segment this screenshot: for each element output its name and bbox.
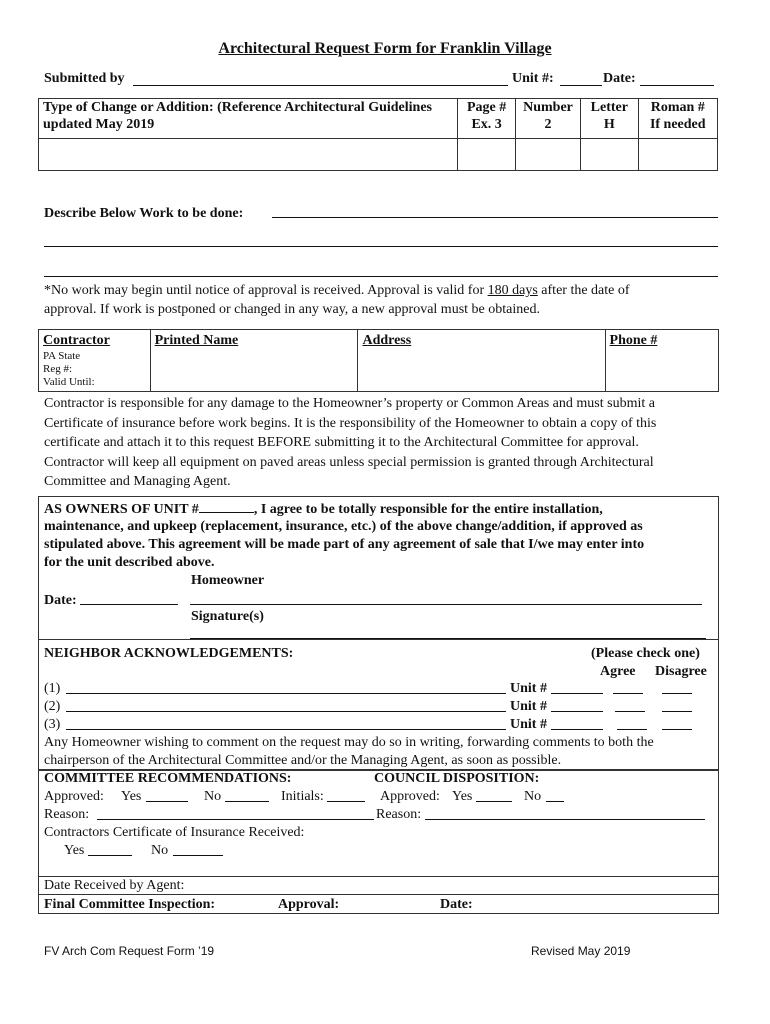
please-check-one: (Please check one) xyxy=(591,646,700,661)
approval-note-line-2: approval. If work is postponed or changed in any way, a new approval must be obtained. xyxy=(44,302,540,317)
contractor-text-line: certificate and attach it to this request BEFORE submitting it to the Architectural Committee for approval. xyxy=(44,435,639,450)
pa-state-label: PA State xyxy=(43,350,81,362)
committee-no-label: No xyxy=(204,789,222,804)
number-col-example: 2 xyxy=(544,117,552,132)
describe-work-line-1[interactable] xyxy=(272,217,718,218)
council-approved-label: Approved: xyxy=(380,789,440,804)
submitted-by-field[interactable] xyxy=(133,85,508,86)
unit-field[interactable] xyxy=(560,85,602,86)
page-col-header xyxy=(458,99,515,139)
neighbor-row-3-disagree[interactable] xyxy=(662,729,692,730)
neighbor-row-2-unit: Unit # xyxy=(510,699,547,714)
roman-input[interactable] xyxy=(638,139,718,171)
committee-title: COMMITTEE RECOMMENDATIONS: xyxy=(44,771,292,786)
contractor-text-line: Contractor will keep all equipment on paved areas unless special permission is granted through Architectural xyxy=(44,454,654,470)
change-type-table xyxy=(38,98,718,171)
neighbor-row-2-agree[interactable] xyxy=(615,711,645,712)
printed-name-header: Printed Name xyxy=(154,333,239,348)
homeowner-signature-field[interactable] xyxy=(190,604,702,605)
contractor-responsibility-text xyxy=(44,394,656,492)
page-col-title: Page # xyxy=(467,100,507,115)
neighbor-row-2-num: (2) xyxy=(44,699,61,714)
page-title: Architectural Request Form for Franklin Village xyxy=(218,40,552,57)
letter-col-example: H xyxy=(603,117,615,132)
owners-line-2: maintenance, and upkeep (replacement, insurance, etc.) of the above change/addition, if approved as xyxy=(44,519,643,534)
council-no-field[interactable] xyxy=(546,801,564,802)
neighbor-comment-line-2: chairperson of the Architectural Committee and/or the Managing Agent, as soon as possible. xyxy=(44,753,562,768)
committee-reason-label: Reason: xyxy=(44,807,90,822)
agree-header: Agree xyxy=(600,664,636,679)
neighbor-row-3-unit-field[interactable] xyxy=(551,729,603,730)
approval-note-line-1 xyxy=(44,282,630,300)
contractor-header: Contractor xyxy=(43,333,110,348)
type-of-change-input[interactable] xyxy=(39,139,458,171)
date-received-label: Date Received by Agent: xyxy=(44,878,185,893)
committee-initials-label: Initials: xyxy=(281,789,324,804)
reg-label: Reg #: xyxy=(43,363,73,375)
council-reason-field[interactable] xyxy=(425,819,705,820)
council-yes-label: Yes xyxy=(452,789,473,804)
homeowner-label: Homeowner xyxy=(191,573,265,588)
letter-col-header xyxy=(581,99,638,139)
roman-col-title: Roman # xyxy=(650,100,705,115)
contractor-text-line: Certificate of insurance before work begins. It is the responsibility of the Homeowner to obtain a copy of this xyxy=(44,415,657,431)
neighbor-title: NEIGHBOR ACKNOWLEDGEMENTS: xyxy=(44,646,294,661)
phone-header: Phone # xyxy=(609,333,658,348)
neighbor-comment-line-1: Any Homeowner wishing to comment on the request may do so in writing, forwarding comments to both the xyxy=(44,735,654,750)
final-inspection-label: Final Committee Inspection: xyxy=(44,897,216,912)
owners-line-3: stipulated above. This agreement will be made part of any agreement of sale that I/we may enter into xyxy=(44,537,645,552)
number-col-title: Number xyxy=(523,100,573,115)
neighbor-row-3-name[interactable] xyxy=(66,729,506,730)
owners-date-label: Date: xyxy=(44,593,77,608)
owners-line-1 xyxy=(44,500,603,519)
roman-col-example: If needed xyxy=(649,117,706,132)
neighbor-row-2-disagree[interactable] xyxy=(662,711,692,712)
insurance-no-label: No xyxy=(151,843,169,858)
address-header: Address xyxy=(362,333,412,348)
describe-work-label: Describe Below Work to be done: xyxy=(44,206,244,221)
submitted-by-label: Submitted by xyxy=(44,71,125,86)
phone-cell[interactable] xyxy=(605,330,718,392)
letter-input[interactable] xyxy=(581,139,638,171)
council-reason-label: Reason: xyxy=(376,807,422,822)
insurance-yes-label: Yes xyxy=(64,843,85,858)
council-title: COUNCIL DISPOSITION: xyxy=(374,771,540,786)
owners-line-1-tail: , I agree to be totally responsible for the entire installation, xyxy=(253,502,603,517)
committee-reason-field[interactable] xyxy=(97,819,374,820)
committee-yes-label: Yes xyxy=(121,789,142,804)
owners-line-4: for the unit described above. xyxy=(44,555,215,570)
committee-initials-field[interactable] xyxy=(327,801,365,802)
final-date-label: Date: xyxy=(440,897,473,912)
neighbor-row-2-unit-field[interactable] xyxy=(551,711,603,712)
neighbor-row-1-agree[interactable] xyxy=(613,693,643,694)
neighbor-row-1-num: (1) xyxy=(44,681,61,696)
contractor-table xyxy=(38,329,719,392)
date-field[interactable] xyxy=(640,85,714,86)
committee-yes-field[interactable] xyxy=(146,801,188,802)
neighbor-row-3-num: (3) xyxy=(44,717,61,732)
printed-name-cell[interactable] xyxy=(150,330,358,392)
final-inspection-divider xyxy=(38,894,719,895)
contractor-text-line: Committee and Managing Agent. xyxy=(44,474,231,489)
unit-label: Unit #: xyxy=(512,71,554,86)
council-yes-field[interactable] xyxy=(476,801,512,802)
contractor-cell xyxy=(39,330,151,392)
footer-revision: Revised May 2019 xyxy=(531,944,631,958)
owners-date-field[interactable] xyxy=(80,604,178,605)
type-of-change-header: Type of Change or Addition: (Reference Architectural Guidelines updated May 2019 xyxy=(39,99,458,139)
signatures-field[interactable] xyxy=(190,638,706,639)
footer-form-id: FV Arch Com Request Form ’19 xyxy=(44,944,215,958)
neighbor-row-1-name[interactable] xyxy=(66,693,506,694)
number-col-header xyxy=(515,99,580,139)
neighbor-row-1-disagree[interactable] xyxy=(662,693,692,694)
neighbor-row-3-agree[interactable] xyxy=(617,729,647,730)
neighbor-row-3-unit: Unit # xyxy=(510,717,547,732)
approval-days: 180 days xyxy=(487,283,538,298)
page-input[interactable] xyxy=(458,139,515,171)
approval-note-tail: after the date of xyxy=(537,283,630,298)
committee-approved-label: Approved: xyxy=(44,789,104,804)
insurance-no-field[interactable] xyxy=(173,855,223,856)
signatures-label: Signature(s) xyxy=(191,609,264,624)
neighbor-row-1-unit: Unit # xyxy=(510,681,547,696)
disagree-header: Disagree xyxy=(655,664,707,679)
page-col-example: Ex. 3 xyxy=(471,117,502,132)
date-label: Date: xyxy=(603,71,636,86)
valid-until-label: Valid Until: xyxy=(43,376,95,388)
insurance-received-label: Contractors Certificate of Insurance Received: xyxy=(44,825,305,840)
describe-work-line-2[interactable] xyxy=(44,246,718,247)
owners-unit-field[interactable] xyxy=(199,500,254,513)
letter-col-title: Letter xyxy=(590,100,628,115)
owners-unit-label: AS OWNERS OF UNIT # xyxy=(44,502,199,517)
roman-col-header xyxy=(638,99,718,139)
number-input[interactable] xyxy=(515,139,580,171)
insurance-yes-field[interactable] xyxy=(88,855,132,856)
final-approval-label: Approval: xyxy=(278,897,340,912)
describe-work-line-3[interactable] xyxy=(44,276,718,277)
contractor-text-line: Contractor is responsible for any damage to the Homeowner’s property or Common Areas and must submit a xyxy=(44,396,655,411)
council-no-label: No xyxy=(524,789,542,804)
committee-no-field[interactable] xyxy=(225,801,269,802)
approval-note-text: *No work may begin until notice of approval is received. Approval is valid for xyxy=(44,283,488,298)
neighbor-row-1-unit-field[interactable] xyxy=(551,693,603,694)
address-cell[interactable] xyxy=(358,330,605,392)
neighbor-row-2-name[interactable] xyxy=(66,711,506,712)
